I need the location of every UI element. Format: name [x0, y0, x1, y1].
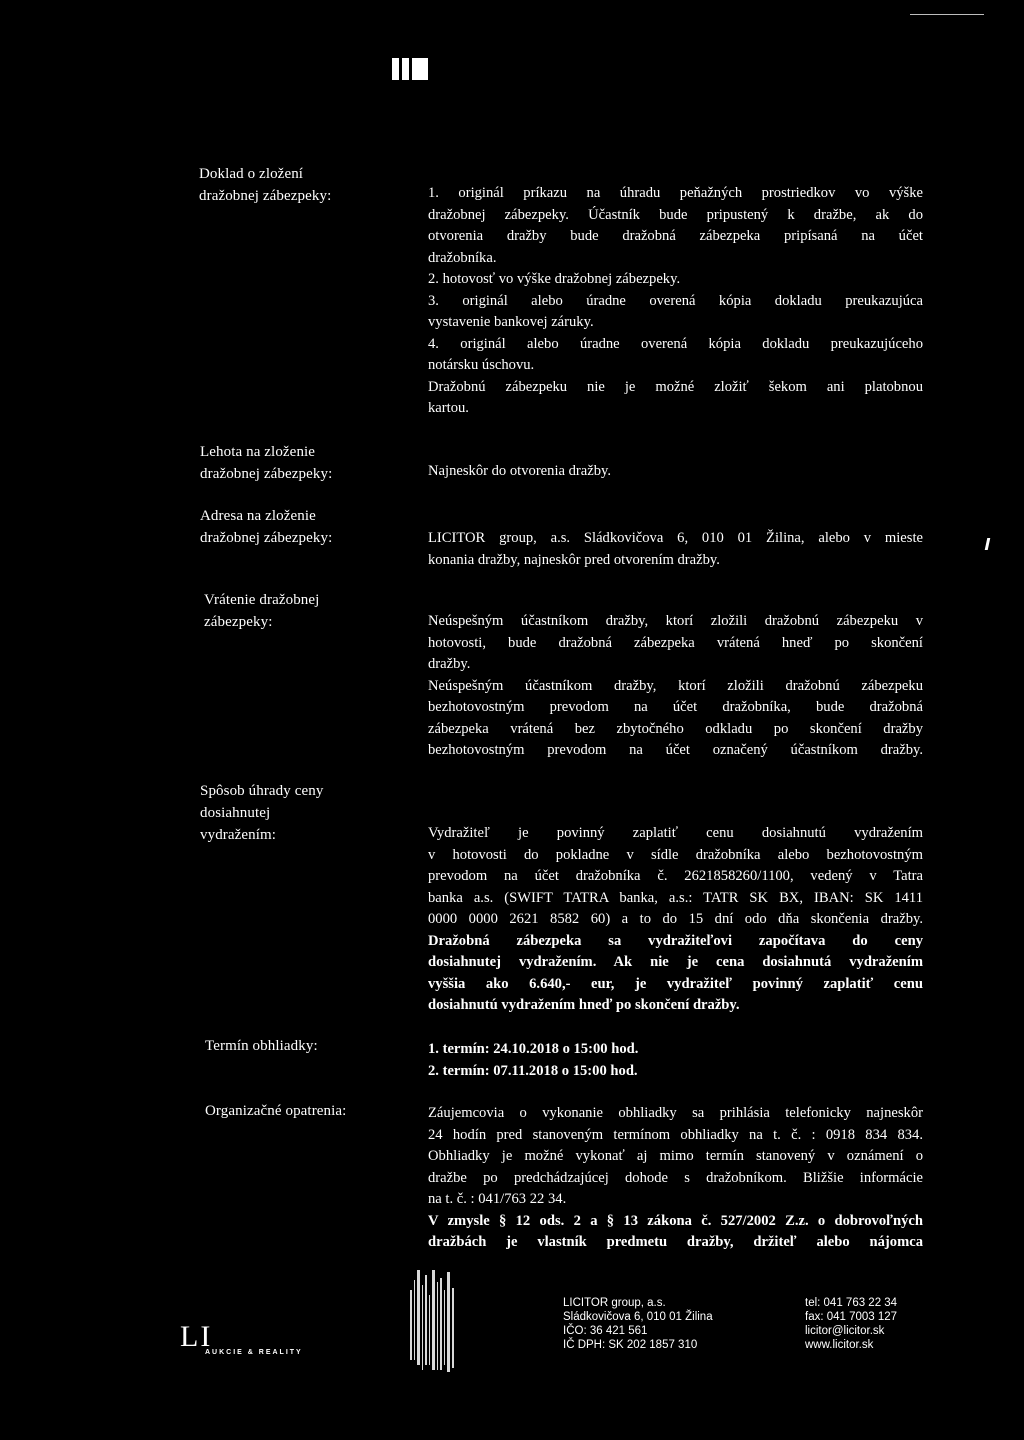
- label-organizacne: Organizačné opatrenia:: [205, 1103, 347, 1119]
- footer-company-info: LICITOR group, a.s. Sládkovičova 6, 010 01 Žilina IČO: 36 421 561 IČ DPH: SK 202 1857 310: [563, 1297, 713, 1351]
- label-doklad: Doklad o zložení dražobnej zábezpeky:: [199, 166, 332, 204]
- label-sposob: Spôsob úhrady ceny dosiahnutej vydražením:: [200, 783, 324, 843]
- top-scan-line: [910, 14, 984, 15]
- label-adresa: Adresa na zloženie dražobnej zábezpeky:: [200, 508, 333, 546]
- value-vratenie: Neúspešným účastníkom dražby, ktorí zložili dražobnú zábezpeku v hotovosti, bude dražobná zábezpeka vrátená hneď po skončení dražby. Neúspešným účastníkom dražby, ktorí zložili dražobnú zábezpeku bezhotovostným prevodom na účet dražobníka, bude dražobná zábezpeka vrátená bez zbytočného odkladu po skončení dražby bezhotovostným prevodom na účet označený účastníkom dražby.: [428, 613, 923, 758]
- value-lehota: Najneskôr do otvorenia dražby.: [428, 463, 612, 479]
- value-sposob: Vydražiteľ je povinný zaplatiť cenu dosiahnutú vydražením v hotovosti do pokladne v sídle dražobníka alebo bezhotovostným prevodom na účet dražobníka č. 2621858260/1100, vedený v Tatra banka a.s. (SWIFT TATRA banka, a.s.: TATR SK BX, IBAN: SK 1411 0000 0000 2621 8582 60) a to do 15 dní odo dňa skončenia dražby. Dražobná zábezpeka sa vydražiteľovi započítava do ceny dosiahnutej vydražením. Ak nie je cena dosiahnutá vydražením vyššia ako 6.640,- eur, je vydražiteľ povinný zaplatiť cenu dosiahnutú vydražením hneď po skončení dražby.: [428, 825, 923, 1013]
- label-termin: Termín obhliadky:: [205, 1038, 318, 1054]
- footer-email-link[interactable]: licitor@licitor.sk: [805, 1325, 885, 1337]
- value-organizacne: Záujemcovia o vykonanie obhliadky sa prihlásia telefonicky najneskôr 24 hodín pred stanoveným termínom obhliadky na t. č. : 0918 834 834. Obhliadky je možné vykonať aj mimo termín stanovený v oznámení o dražbe po predchádzajúcej dohode s dražobníkom. Bližšie informácie na t. č. : 041/763 22 34. V zmysle § 12 ods. 2 a § 13 zákona č. 527/2002 Z.z. o dobrovoľných dražbách je vlastník predmetu dražby, držiteľ alebo nájomca: [428, 1105, 923, 1250]
- scan-artifact: [985, 538, 991, 550]
- footer-logo-tagline: AUKCIE & REALITY: [205, 1349, 303, 1356]
- header-logo-mark: [392, 58, 428, 80]
- footer-logo: LI: [180, 1320, 213, 1353]
- footer-web-link[interactable]: www.licitor.sk: [805, 1339, 874, 1351]
- value-termin: 1. termín: 24.10.2018 o 15:00 hod. 2. termín: 07.11.2018 o 15:00 hod.: [428, 1041, 639, 1079]
- footer-contact-info: tel: 041 763 22 34 fax: 041 7003 127 licitor@licitor.sk www.licitor.sk: [805, 1297, 898, 1351]
- footer-barcode-graphic: [408, 1270, 458, 1378]
- label-lehota: Lehota na zloženie dražobnej zábezpeky:: [200, 444, 333, 482]
- value-adresa: LICITOR group, a.s. Sládkovičova 6, 010 01 Žilina, alebo v mieste konania dražby, najneskôr pred otvorením dražby.: [428, 530, 923, 568]
- label-vratenie: Vrátenie dražobnej zábezpeky:: [204, 592, 320, 630]
- value-doklad: 1. originál príkazu na úhradu peňažných prostriedkov vo výške dražobnej zábezpeky. Účastník bude pripustený k dražbe, ak do otvorenia dražby bude dražobná zábezpeka pripísaná na účet dražobníka. 2. hotovosť vo výške dražobnej zábezpeky. 3. originál alebo úradne overená kópia dokladu preukazujúca vystavenie bankovej záruky. 4. originál alebo úradne overená kópia dokladu preukazujúceho notársku úschovu. Dražobnú zábezpeku nie je možné zložiť šekom ani platobnou kartou.: [428, 185, 923, 416]
